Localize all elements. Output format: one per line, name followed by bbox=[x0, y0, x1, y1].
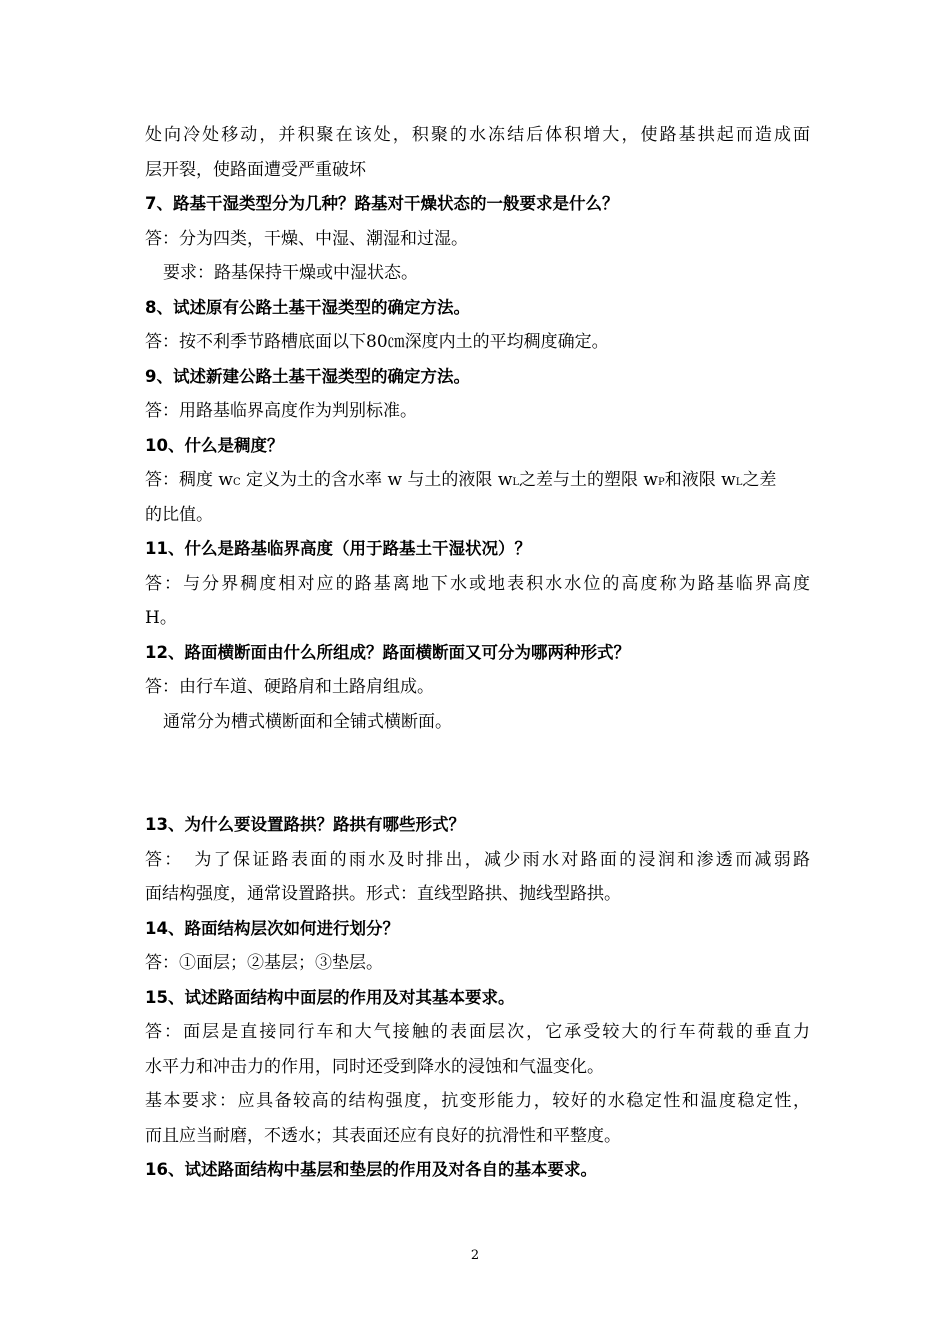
question-heading: 14、路面结构层次如何进行划分？ bbox=[145, 918, 399, 938]
question-heading: 15、试述路面结构中面层的作用及对其基本要求。 bbox=[145, 987, 515, 1007]
question-heading: 16、试述路面结构中基层和垫层的作用及对各自的基本要求。 bbox=[145, 1160, 597, 1179]
blank-gap bbox=[145, 739, 810, 808]
answer-line: 答：面层是直接同行车和大气接触的表面层次，它承受较大的行车荷载的垂直力 bbox=[145, 1022, 810, 1042]
answer-line: 面结构强度，通常设置路拱。形式：直线型路拱、抛线型路拱。 bbox=[145, 884, 621, 904]
question-heading: 7、路基干湿类型分为几种？路基对干燥状态的一般要求是什么？ bbox=[145, 194, 619, 213]
question-heading: 9、试述新建公路土基干湿类型的确定方法。 bbox=[145, 366, 470, 386]
text-line: 层开裂，使路面遭受严重破坏 bbox=[145, 159, 366, 180]
question-heading: 10、什么是稠度？ bbox=[145, 435, 284, 455]
answer-line: 答：由行车道、硬路肩和土路肩组成。 bbox=[145, 677, 434, 697]
question-heading: 11、什么是路基临界高度（用于路基土干湿状况）？ bbox=[145, 539, 531, 558]
answer-line: 的比值。 bbox=[145, 504, 213, 525]
question-heading: 8、试述原有公路土基干湿类型的确定方法。 bbox=[145, 297, 470, 317]
answer-line: 基本要求：应具备较高的结构强度，抗变形能力，较好的水稳定性和温度稳定性， bbox=[145, 1091, 810, 1111]
text-line: 处向冷处移动，并积聚在该处，积聚的水冻结后体积增大，使路基拱起而造成面 bbox=[145, 125, 810, 145]
answer-line: 答：①面层；②基层；③垫层。 bbox=[145, 953, 383, 973]
page-number: 2 bbox=[470, 1248, 480, 1263]
answer-line: 答：用路基临界高度作为判别标准。 bbox=[145, 401, 417, 421]
question-heading: 13、为什么要设置路拱？路拱有哪些形式？ bbox=[145, 815, 465, 834]
answer-line: 通常分为槽式横断面和全铺式横断面。 bbox=[163, 711, 452, 732]
answer-line: 答： 为了保证路表面的雨水及时排出，减少雨水对路面的浸润和渗透而减弱路 bbox=[145, 849, 810, 870]
answer-line: 答：按不利季节路槽底面以下80㎝深度内土的平均稠度确定。 bbox=[145, 332, 609, 352]
answer-line: 水平力和冲击力的作用，同时还受到降水的浸蚀和气温变化。 bbox=[145, 1056, 604, 1077]
document-body bbox=[145, 118, 810, 1188]
answer-line: 答：分为四类，干燥、中湿、潮湿和过湿。 bbox=[145, 228, 468, 249]
question-heading: 12、路面横断面由什么所组成？路面横断面又可分为哪两种形式？ bbox=[145, 642, 630, 662]
answer-line: H。 bbox=[145, 608, 177, 628]
answer-line: 而且应当耐磨，不透水；其表面还应有良好的抗滑性和平整度。 bbox=[145, 1125, 621, 1146]
answer-line: 要求：路基保持干燥或中湿状态。 bbox=[163, 263, 418, 283]
answer-line: 答：与分界稠度相对应的路基离地下水或地表积水水位的高度称为路基临界高度 bbox=[145, 573, 810, 594]
answer-line-consistency: 答：稠度 wC 定义为土的含水率 w 与土的液限 wL之差与土的塑限 wP和液限 wL之差 bbox=[145, 470, 777, 490]
